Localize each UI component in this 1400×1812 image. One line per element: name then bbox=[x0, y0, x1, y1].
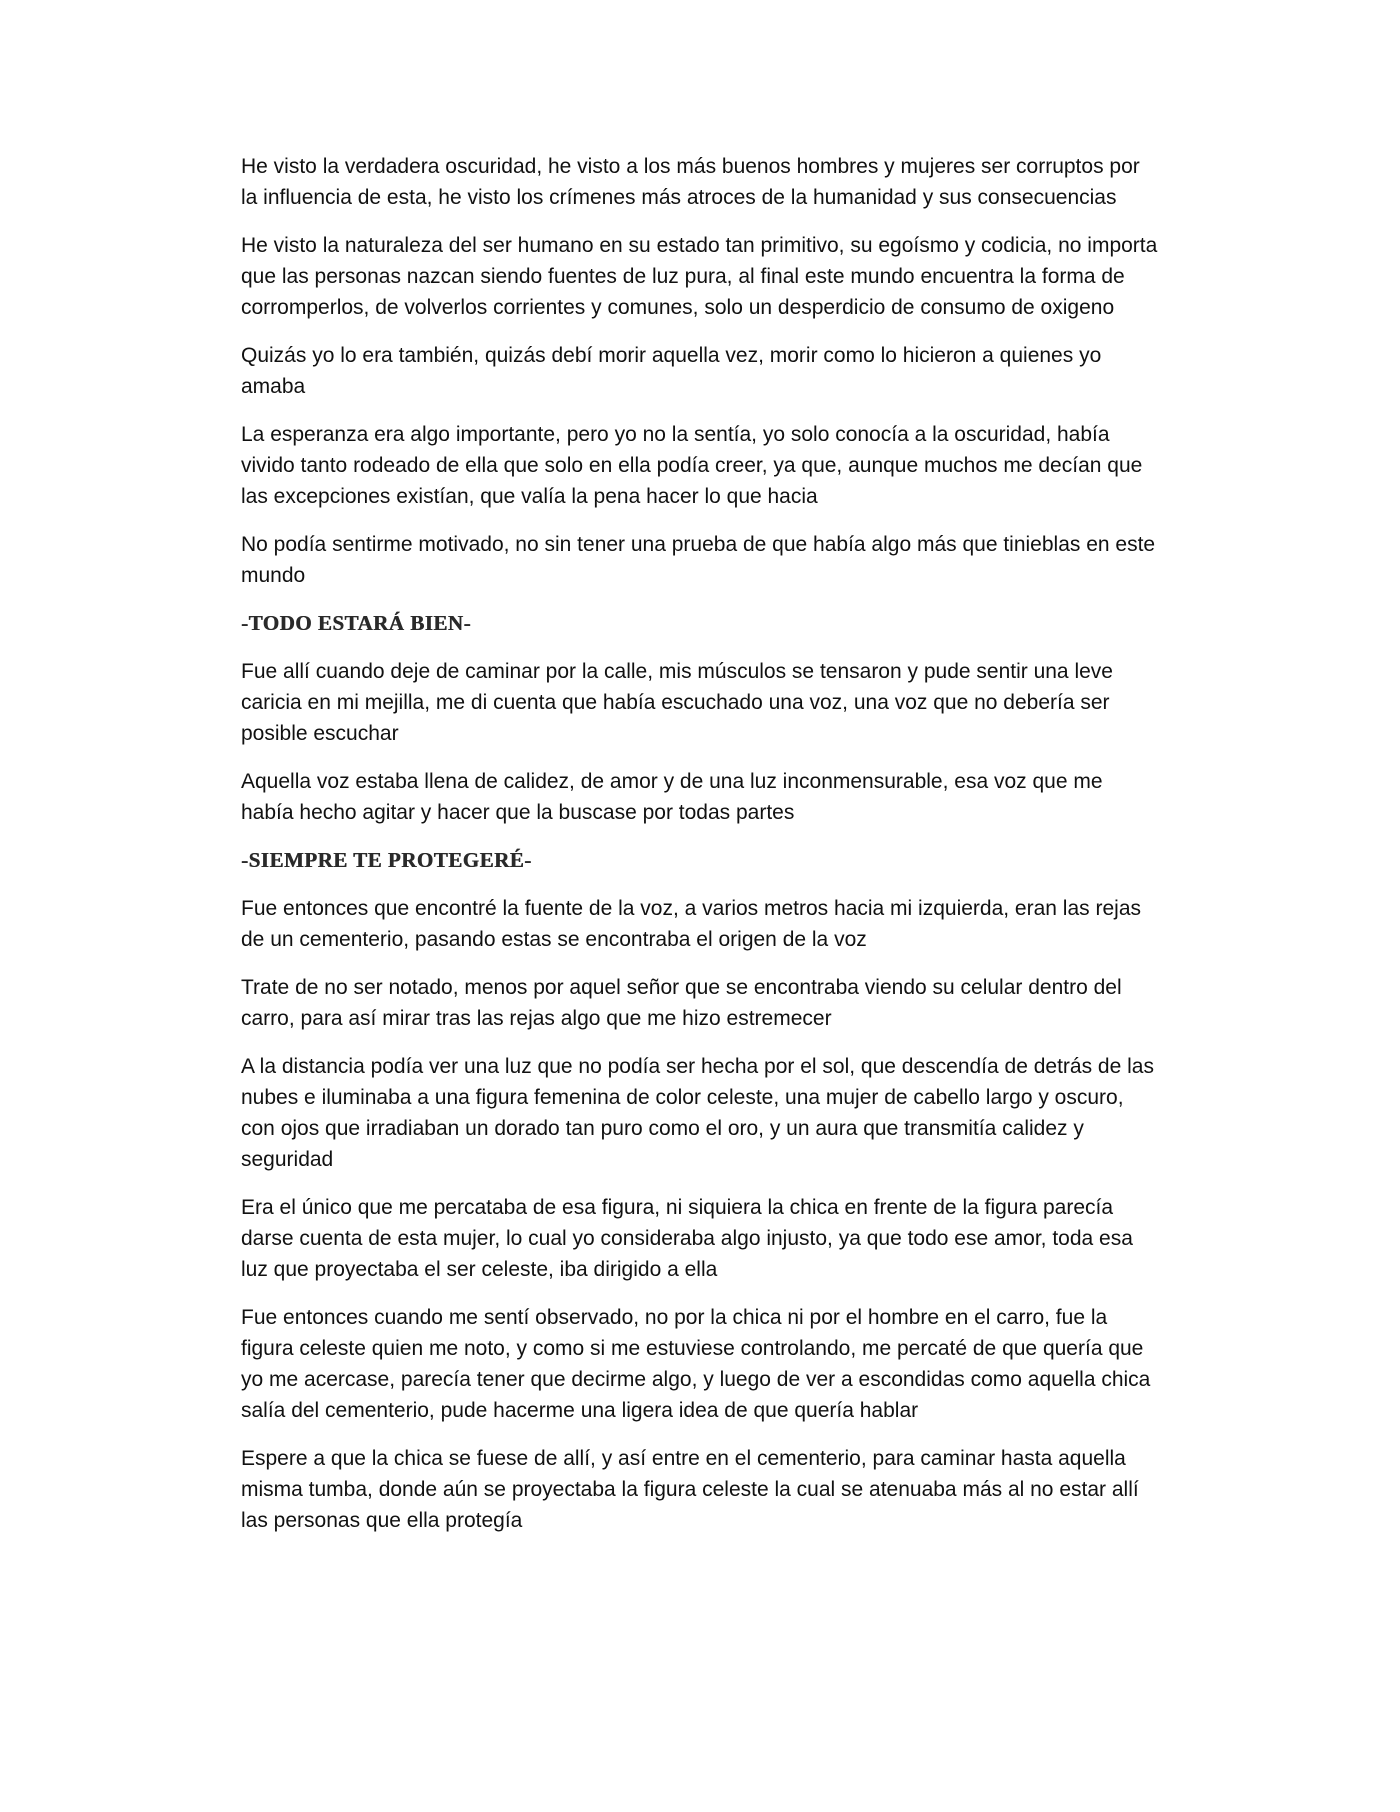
document-page bbox=[241, 151, 1159, 1553]
dialogue-heading-1: -TODO ESTARÁ BIEN- bbox=[241, 611, 471, 635]
paragraph-7: Aquella voz estaba llena de calidez, de amor y de una luz inconmensurable, esa voz que me había hecho agitar y hacer que la buscase por todas partes bbox=[241, 770, 1103, 824]
paragraph-6: Fue allí cuando deje de caminar por la calle, mis músculos se tensaron y pude sentir una leve caricia en mi mejilla, me di cuenta que había escuchado una voz, una voz que no debería ser posible escuchar bbox=[241, 660, 1113, 745]
paragraph-1: He visto la verdadera oscuridad, he visto a los más buenos hombres y mujeres ser corruptos por la influencia de esta, he visto los crímenes más atroces de la humanidad y sus consecuencias bbox=[241, 155, 1140, 209]
paragraph-13: Espere a que la chica se fuese de allí, y así entre en el cementerio, para caminar hasta aquella misma tumba, donde aún se proyectaba la figura celeste la cual se atenuaba más al no estar allí las personas que ella protegía bbox=[241, 1447, 1139, 1532]
paragraph-3: Quizás yo lo era también, quizás debí morir aquella vez, morir como lo hicieron a quienes yo amaba bbox=[241, 344, 1102, 398]
dialogue-heading-2: -SIEMPRE TE PROTEGERÉ- bbox=[241, 848, 532, 872]
paragraph-11: Era el único que me percataba de esa figura, ni siquiera la chica en frente de la figura parecía darse cuenta de esta mujer, lo cual yo consideraba algo injusto, ya que todo ese amor, toda esa luz que proyectaba el ser celeste, iba dirigido a ella bbox=[241, 1196, 1133, 1281]
paragraph-9: Trate de no ser notado, menos por aquel señor que se encontraba viendo su celular dentro del carro, para así mirar tras las rejas algo que me hizo estremecer bbox=[241, 976, 1122, 1030]
paragraph-12: Fue entonces cuando me sentí observado, no por la chica ni por el hombre en el carro, fue la figura celeste quien me noto, y como si me estuviese controlando, me percaté de que quería que yo me acercase, parecía tener que decirme algo, y luego de ver a escondidas como aquella chica salía del cementerio, pude hacerme una ligera idea de que quería hablar bbox=[241, 1306, 1151, 1422]
paragraph-4: La esperanza era algo importante, pero yo no la sentía, yo solo conocía a la oscuridad, había vivido tanto rodeado de ella que solo en ella podía creer, ya que, aunque muchos me decían que las excepciones existían, que valía la pena hacer lo que hacia bbox=[241, 423, 1143, 508]
paragraph-10: A la distancia podía ver una luz que no podía ser hecha por el sol, que descendía de detrás de las nubes e iluminaba a una figura femenina de color celeste, una mujer de cabello largo y oscuro, con ojos que irradiaban un dorado tan puro como el oro, y un aura que transmitía calidez y seguridad bbox=[241, 1055, 1154, 1171]
paragraph-5: No podía sentirme motivado, no sin tener una prueba de que había algo más que tinieblas en este mundo bbox=[241, 533, 1156, 587]
paragraph-2: He visto la naturaleza del ser humano en su estado tan primitivo, su egoísmo y codicia, no importa que las personas nazcan siendo fuentes de luz pura, al final este mundo encuentra la forma de corromperlos, de volverlos corrientes y comunes, solo un desperdicio de consumo de oxigeno bbox=[241, 234, 1158, 319]
paragraph-8: Fue entonces que encontré la fuente de la voz, a varios metros hacia mi izquierda, eran las rejas de un cementerio, pasando estas se encontraba el origen de la voz bbox=[241, 897, 1141, 951]
